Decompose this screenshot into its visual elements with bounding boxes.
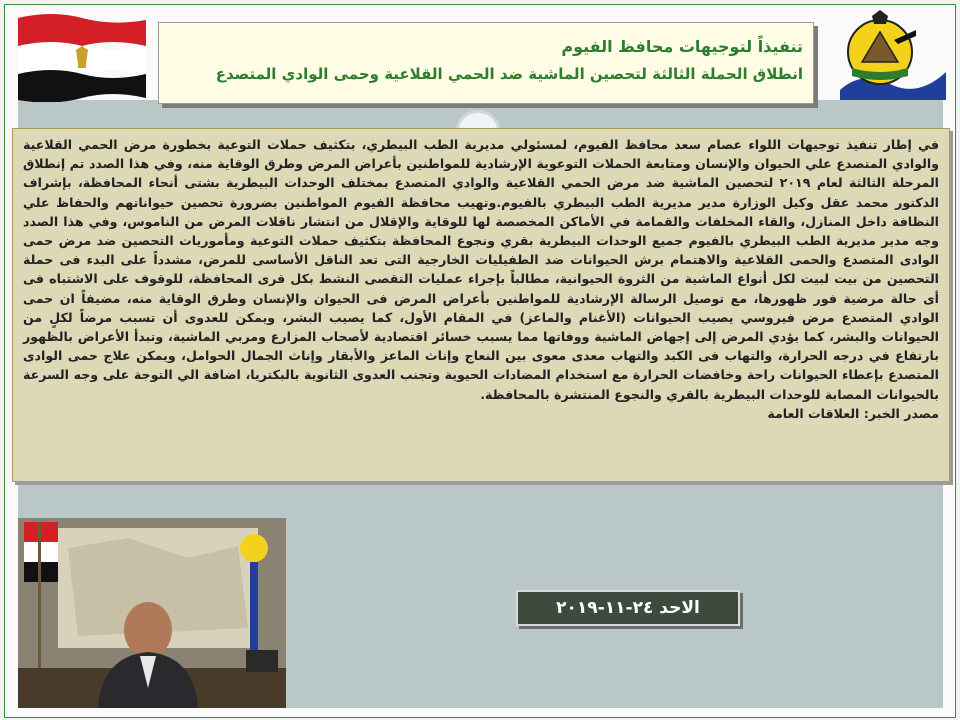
news-source: مصدر الخبر: العلاقات العامة (767, 405, 939, 421)
egypt-flag-icon (12, 10, 152, 102)
governor-portrait-photo (18, 518, 286, 708)
fayoum-governorate-logo-icon (832, 10, 950, 100)
subheadline: انطلاق الحملة الثالثة لتحصين الماشية ضد الحمي القلاعية وحمى الوادي المتصدع (215, 65, 803, 83)
news-body-text (23, 135, 939, 423)
news-body-box (12, 128, 950, 482)
date-badge: الاحد ٢٤-١١-٢٠١٩ (516, 590, 740, 626)
title-box (158, 22, 814, 104)
headline: تنفيذاً لتوجيهات محافظ الفيوم (561, 37, 803, 56)
news-paragraph: في إطار تنفيذ توجيهات اللواء عصام سعد محافظ الفيوم، لمسئولي مديرية الطب البيطري، بتكثيف حملات التوعية بخطورة مرض الحمي القلاعية والوادي المتصدع علي الحيوان والإنسان ومتابعة الحملات التوعوية الإرشادية للمواطنين بأعراض المرض وطرق الوقاية منه، وفي هذا الصدد تم إنطلاق المرحلة الثالثة لعام ٢٠١٩ لتحصين الماشية ضد مرض الحمي القلاعية والوادي المتصدع بمختلف الوحدات البيطرية بشتى أنحاء المحافظة، بإشراف الدكتور محمد عقل وكيل الوزارة مدير مديرية الطب البيطري بالفيوم.وتهيب محافظة الفيوم المواطنين بضرورة تحصين حيواناتهم والحفاظ علي النظافة داخل المنازل، والقاء المخلفات والقمامة في الأماكن المخصصة لها للوقاية والإقلال من انتشار ناقلات المرض من الناموس، وفي هذا الصدد وجه مدير مديرية الطب البيطري بالفيوم جميع الوحدات البيطرية بقري ونجوع المحافظة بتكثيف حملات التوعية ومأموريات التحصين ضد مرض حمى الوادى المتصدع والحمى القلاعية والاهتمام برش الحيوانات ضد الطفيليات الخارجية التى تعد الناقل الأساسى للمرض، مشدداً على البدء فى حملة التحصين من بيت لبيت لكل أنواع الماشية من الثروة الحيوانية، مطالباً بإجراء عمليات التقصى النشط بكل قرى المحافظة، للوقوف على الاشتباه فى أى حالة مرضية فور ظهورها، مع توصيل الرسالة الإرشادية للمواطنين بأعراض المرض فى الحيوان والإنسان وطرق الوقاية منه، مضيفاً ان حمى الوادي المتصدع مرض فيروسي يصيب الحيوانات (الأغنام والماعز) في المقام الأول، كما يصيب البشر، ويمكن للعدوى أن تسبب مرضاً لكلٍ من الحيوانات والبشر، كما يؤدي المرض إلى إجهاض الماشية ووفاتها مما يسبب خسائر اقتصادية لأصحاب المزارع ومربي الماشية، وتبدأ الأعراض بالظهور بارتفاع في درجه الحرارة، والتهاب فى الكبد والتهاب معدى معوى بين النعاج وإناث الماعز والأبقار وإناث الجمال الحوامل، ويمكن علاج حمى الوادى المتصدع بإعطاء الحيوانات راحة وخافضات الحرارة مع استخدام المضادات الحيوية وتجنب العدوى الثانوية بالبكتريا، اضافة الي التوجة على وجه السرعة بالحيوانات المصابة للوحدات البيطرية بالقري والنجوع المنتشرة بالمحافظة. (23, 137, 939, 402)
